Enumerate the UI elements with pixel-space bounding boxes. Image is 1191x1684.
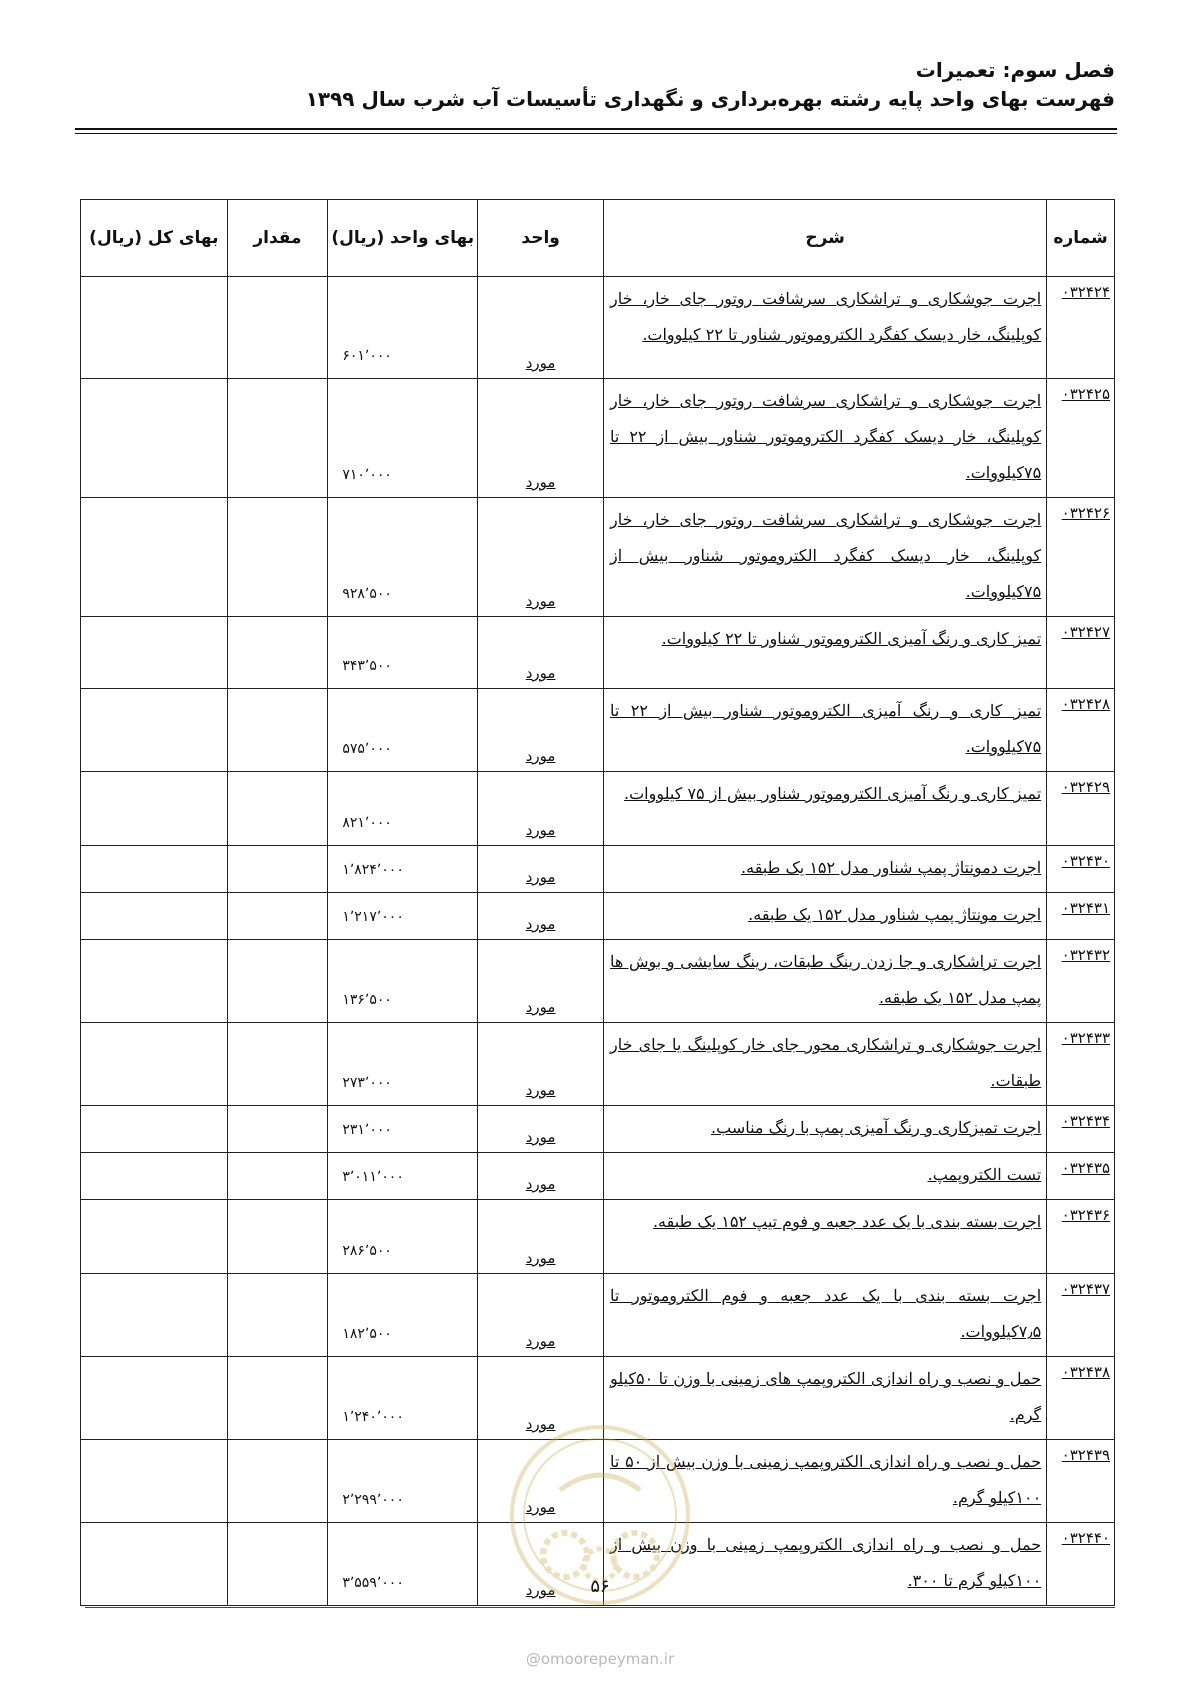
item-description [604,772,1047,846]
item-unit [478,689,604,772]
item-unit-text: مورد [525,868,556,886]
item-code [1047,379,1115,498]
item-code [1047,1200,1115,1274]
item-code [1047,617,1115,689]
page-header [75,56,1115,114]
item-description-text: اجرت جوشکاری و تراشکاری محور جای خار کوپلینگ یا جای خار طبقات. [610,1035,1042,1090]
item-unit-price: ۱٬۲۱۷٬۰۰۰ [328,893,478,940]
item-code-text: ۰۳۲۴۳۲ [1061,946,1110,964]
item-description-text: اجرت جوشکاری و تراشکاری سرشافت روتور جای خار، خار کوپلینگ، خار دیسک کفگرد الکتروموتور شناور بیش از ۷۵کیلووات. [610,510,1042,601]
item-unit-price: ۹۲۸٬۵۰۰ [328,498,478,617]
header-rule-thick [75,128,1117,130]
item-unit [478,1023,604,1106]
item-total-price [81,1523,228,1606]
item-code [1047,277,1115,379]
item-quantity [227,1023,328,1106]
table-header-row [81,200,1115,277]
price-table [80,199,1115,1606]
item-code-text: ۰۳۲۴۲۵ [1061,385,1110,403]
item-unit-price: ۲۳۱٬۰۰۰ [328,1106,478,1153]
item-code-text: ۰۳۲۴۴۰ [1061,1529,1110,1547]
header-unit: واحد [478,200,604,277]
item-description-text: تمیز کاری و رنگ آمیزی الکتروموتور شناور بیش از ۷۵ کیلووات. [624,784,1042,803]
item-unit [478,893,604,940]
item-unit-text: مورد [525,1498,556,1516]
item-description-text: اجرت دمونتاژ پمپ شناور مدل ۱۵۲ یک طبقه. [741,858,1042,877]
item-description [604,277,1047,379]
item-unit-text: مورد [525,821,556,839]
header-unit-price: بهای واحد (ریال) [328,200,478,277]
item-total-price [81,1106,228,1153]
item-unit [478,846,604,893]
header-quantity: مقدار [227,200,328,277]
item-code [1047,893,1115,940]
item-total-price [81,1153,228,1200]
item-unit-text: مورد [525,1332,556,1350]
item-description [604,893,1047,940]
item-description-text: تمیز کاری و رنگ آمیزی الکتروموتور شناور تا ۲۲ کیلووات. [661,629,1042,648]
item-code-text: ۰۳۲۴۳۱ [1061,899,1110,917]
item-unit [478,1153,604,1200]
item-code-text: ۰۳۲۴۳۶ [1061,1206,1110,1224]
item-unit-price: ۲۷۳٬۰۰۰ [328,1023,478,1106]
item-description [604,498,1047,617]
table-row [81,940,1115,1023]
item-total-price [81,846,228,893]
chapter-title: فصل سوم: تعمیرات [915,58,1115,82]
item-unit-price: ۳٬۰۱۱٬۰۰۰ [328,1153,478,1200]
item-unit-price: ۲۸۶٬۵۰۰ [328,1200,478,1274]
item-unit [478,940,604,1023]
item-total-price [81,1357,228,1440]
item-unit-text: مورد [525,1249,556,1267]
table-row [81,1200,1115,1274]
item-quantity [227,1440,328,1523]
item-unit-price: ۶۰۱٬۰۰۰ [328,277,478,379]
item-code-text: ۰۳۲۴۳۷ [1061,1280,1110,1298]
table-row [81,1153,1115,1200]
item-code [1047,1274,1115,1357]
item-unit-price: ۱۳۶٬۵۰۰ [328,940,478,1023]
item-description-text: حمل و نصب و راه اندازی الکتروپمپ های زمینی با وزن تا ۵۰کیلو گرم. [610,1369,1042,1424]
item-code [1047,940,1115,1023]
table-row [81,617,1115,689]
table-row [81,379,1115,498]
item-code [1047,772,1115,846]
item-unit-price: ۵۷۵٬۰۰۰ [328,689,478,772]
item-code [1047,498,1115,617]
item-unit-text: مورد [525,592,556,610]
item-total-price [81,772,228,846]
item-quantity [227,1357,328,1440]
item-total-price [81,1023,228,1106]
table-body [81,277,1115,1606]
page-number: ۵۶ [590,1576,610,1597]
item-code [1047,689,1115,772]
item-code [1047,1153,1115,1200]
item-code [1047,846,1115,893]
item-description [604,1023,1047,1106]
item-quantity [227,893,328,940]
item-total-price [81,940,228,1023]
table-row [81,277,1115,379]
item-quantity [227,498,328,617]
header-code: شماره [1047,200,1115,277]
item-code-text: ۰۳۲۴۲۹ [1061,778,1110,796]
item-total-price [81,617,228,689]
document-subtitle: فهرست بهای واحد پایه رشته بهره‌برداری و نگهداری تأسیسات آب شرب سال ۱۳۹۹ [305,87,1115,111]
item-description-text: حمل و نصب و راه اندازی الکتروپمپ زمینی با وزن بیش از ۵۰ تا ۱۰۰کیلو گرم. [610,1452,1042,1507]
item-unit-text: مورد [525,664,556,682]
item-code-text: ۰۳۲۴۳۵ [1061,1159,1110,1177]
table-row [81,772,1115,846]
item-unit-text: مورد [525,1128,556,1146]
item-quantity [227,772,328,846]
item-total-price [81,1274,228,1357]
item-unit [478,379,604,498]
table-row [81,1023,1115,1106]
item-total-price [81,379,228,498]
item-description [604,689,1047,772]
footer-rule [85,1607,1115,1608]
item-code-text: ۰۳۲۴۳۸ [1061,1363,1110,1381]
item-unit-text: مورد [525,354,556,372]
item-description [604,846,1047,893]
item-code [1047,1357,1115,1440]
item-unit-text: مورد [525,1581,556,1599]
item-code-text: ۰۳۲۴۳۰ [1061,852,1110,870]
item-description [604,940,1047,1023]
item-description [604,1106,1047,1153]
item-total-price [81,893,228,940]
item-description [604,1153,1047,1200]
item-quantity [227,846,328,893]
item-description-text: حمل و نصب و راه اندازی الکتروپمپ زمینی با وزن بیش از ۱۰۰کیلو گرم تا ۳۰۰. [610,1535,1042,1590]
item-description-text: اجرت مونتاژ پمپ شناور مدل ۱۵۲ یک طبقه. [748,905,1042,924]
item-description [604,1200,1047,1274]
item-total-price [81,1200,228,1274]
item-code [1047,1440,1115,1523]
item-unit-text: مورد [525,915,556,933]
item-unit [478,1274,604,1357]
item-description-text: اجرت بسته بندی با یک عدد جعبه و فوم الکتروموتور تا ۷٫۵کیلووات. [610,1286,1042,1341]
item-unit-price: ۱۸۲٬۵۰۰ [328,1274,478,1357]
header-rule-thin [75,133,1117,134]
table-row [81,893,1115,940]
item-unit [478,617,604,689]
item-code [1047,1523,1115,1606]
item-code [1047,1023,1115,1106]
item-description [604,379,1047,498]
item-code-text: ۰۳۲۴۲۶ [1061,504,1110,522]
item-description-text: اجرت تمیزکاری و رنگ آمیزی پمپ با رنگ مناسب. [711,1118,1042,1137]
item-code [1047,1106,1115,1153]
item-description [604,617,1047,689]
item-unit-price: ۱٬۸۲۴٬۰۰۰ [328,846,478,893]
item-quantity [227,1106,328,1153]
table-row [81,846,1115,893]
item-unit-price: ۸۲۱٬۰۰۰ [328,772,478,846]
item-unit-price: ۷۱۰٬۰۰۰ [328,379,478,498]
item-unit [478,1200,604,1274]
item-quantity [227,1153,328,1200]
item-quantity [227,379,328,498]
item-code-text: ۰۳۲۴۲۸ [1061,695,1110,713]
item-quantity [227,617,328,689]
item-total-price [81,277,228,379]
item-code-text: ۰۳۲۴۳۳ [1061,1029,1110,1047]
item-unit-text: مورد [525,747,556,765]
table-row [81,689,1115,772]
header-description: شرح [604,200,1047,277]
item-code-text: ۰۳۲۴۳۹ [1061,1446,1110,1464]
item-unit [478,498,604,617]
item-unit-price: ۳٬۵۵۹٬۰۰۰ [328,1523,478,1606]
item-quantity [227,1200,328,1274]
table-row [81,1106,1115,1153]
item-unit-text: مورد [525,998,556,1016]
watermark-text: @omoorepeyman.ir [525,1650,675,1668]
item-unit-text: مورد [525,1415,556,1433]
item-unit [478,772,604,846]
item-total-price [81,1440,228,1523]
item-total-price [81,689,228,772]
item-quantity [227,940,328,1023]
item-unit-price: ۱٬۲۴۰٬۰۰۰ [328,1357,478,1440]
table-row [81,498,1115,617]
item-quantity [227,1274,328,1357]
item-quantity [227,689,328,772]
item-unit-price: ۳۴۳٬۵۰۰ [328,617,478,689]
item-description-text: اجرت جوشکاری و تراشکاری سرشافت روتور جای خار، خار کوپلینگ، خار دیسک کفگرد الکتروموتور شناور تا ۲۲ کیلووات. [610,289,1042,344]
item-unit-text: مورد [525,1175,556,1193]
item-unit-price: ۲٬۲۹۹٬۰۰۰ [328,1440,478,1523]
item-description-text: اجرت جوشکاری و تراشکاری سرشافت روتور جای خار، خار کوپلینگ، خار دیسک کفگرد الکتروموتور شناور بیش از ۲۲ تا ۷۵کیلووات. [610,391,1042,482]
item-description-text: اجرت بسته بندی با یک عدد جعبه و فوم تیپ ۱۵۲ یک طبقه. [652,1212,1042,1231]
item-description-text: تست الکتروپمپ. [927,1165,1042,1184]
item-unit [478,1106,604,1153]
item-unit [478,277,604,379]
item-code-text: ۰۳۲۴۳۴ [1061,1112,1110,1130]
item-unit-text: مورد [525,1081,556,1099]
header-total-price: بهای کل (ریال) [81,200,228,277]
item-code-text: ۰۳۲۴۲۷ [1061,623,1110,641]
item-quantity [227,1523,328,1606]
item-description-text: تمیز کاری و رنگ آمیزی الکتروموتور شناور بیش از ۲۲ تا ۷۵کیلووات. [610,701,1042,756]
table-row [81,1274,1115,1357]
item-code-text: ۰۳۲۴۲۴ [1061,283,1110,301]
item-quantity [227,277,328,379]
item-unit-text: مورد [525,473,556,491]
item-description [604,1274,1047,1357]
item-total-price [81,498,228,617]
item-description-text: اجرت تراشکاری و جا زدن رینگ طبقات، رینگ سایشی و بوش ها پمپ مدل ۱۵۲ یک طبقه. [610,952,1042,1007]
